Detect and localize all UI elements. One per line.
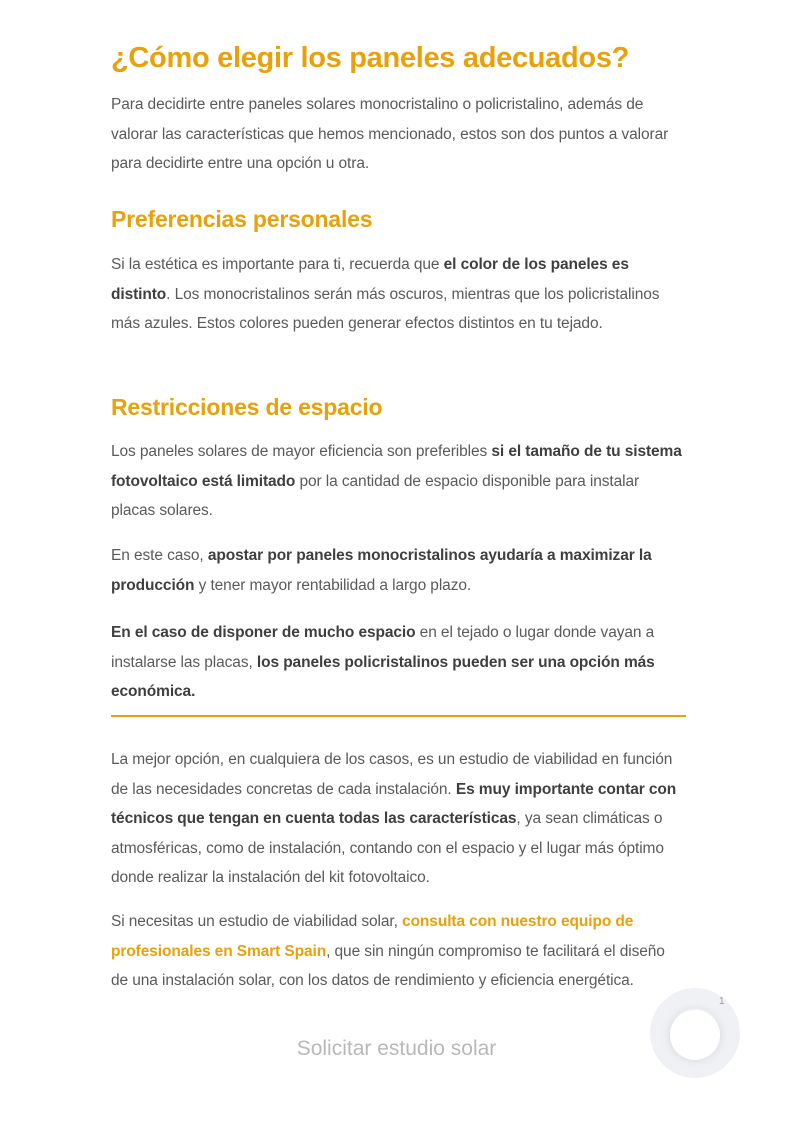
section-heading-preferencias: Preferencias personales xyxy=(111,206,373,232)
chat-widget[interactable] xyxy=(650,988,740,1078)
restricciones-paragraph-1: Los paneles solares de mayor eficiencia son preferibles si el tamaño de tu sistema fotovoltaico está limitado por la cantidad de espacio disponible para instalar placas solares. xyxy=(111,443,682,519)
bold-text: En el caso de disponer de mucho espacio xyxy=(111,624,416,641)
bold-text: si el tamaño de tu sistema fotovoltaico está limitado xyxy=(111,443,682,490)
divider-line xyxy=(111,715,686,717)
restricciones-paragraph-2: En este caso, apostar por paneles monocristalinos ayudaría a maximizar la producción y tener mayor rentabilidad a largo plazo. xyxy=(111,547,652,594)
chat-bubble-icon[interactable] xyxy=(670,1010,720,1060)
section-heading-restricciones: Restricciones de espacio xyxy=(111,394,383,420)
conclusion-paragraph-2: Si necesitas un estudio de viabilidad solar, consulta con nuestro equipo de profesionales en Smart Spain, que sin ningún compromiso te facilitará el diseño de una instalación solar, con los datos de rendimiento y eficiencia energética. xyxy=(111,913,665,989)
bold-text: apostar por paneles monocristalinos ayudaría a maximizar la producción xyxy=(111,547,652,594)
smart-spain-contact-link[interactable]: consulta con nuestro equipo de profesionales en Smart Spain xyxy=(111,913,634,960)
bold-text: Es muy importante contar con técnicos que tengan en cuenta todas las características xyxy=(111,780,677,827)
solicitar-estudio-button[interactable]: Solicitar estudio solar xyxy=(296,1037,497,1060)
intro-paragraph: Para decidirte entre paneles solares monocristalino o policristalino, además de valorar las características que hemos mencionado, estos son dos puntos a valorar para decidirte entre una opción u otra. xyxy=(111,96,669,172)
bold-text: los paneles policristalinos pueden ser una opción más económica. xyxy=(111,653,655,700)
preferencias-paragraph: Si la estética es importante para ti, recuerda que el color de los paneles es distinto. Los monocristalinos serán más oscuros, mientras que los policristalinos más azules. Estos colores pueden generar efectos distintos en tu tejado. xyxy=(111,256,660,332)
notification-badge: 1 xyxy=(719,996,725,1007)
restricciones-paragraph-3: En el caso de disponer de mucho espacio en el tejado o lugar donde vayan a instalarse las placas, los paneles policristalinos pueden ser una opción más económica. xyxy=(111,624,655,700)
bold-text: el color de los paneles es distinto xyxy=(111,256,629,303)
conclusion-paragraph-1: La mejor opción, en cualquiera de los casos, es un estudio de viabilidad en función de las necesidades concretas de cada instalación. Es muy importante contar con técnicos que tengan en cuenta todas las características, ya sean climáticas o atmosféricas, como de instalación, contando con el espacio y el lugar más óptimo donde realizar la instalación del kit fotovoltaico. xyxy=(111,751,677,886)
page-title: ¿Cómo elegir los paneles adecuados? xyxy=(111,42,630,74)
